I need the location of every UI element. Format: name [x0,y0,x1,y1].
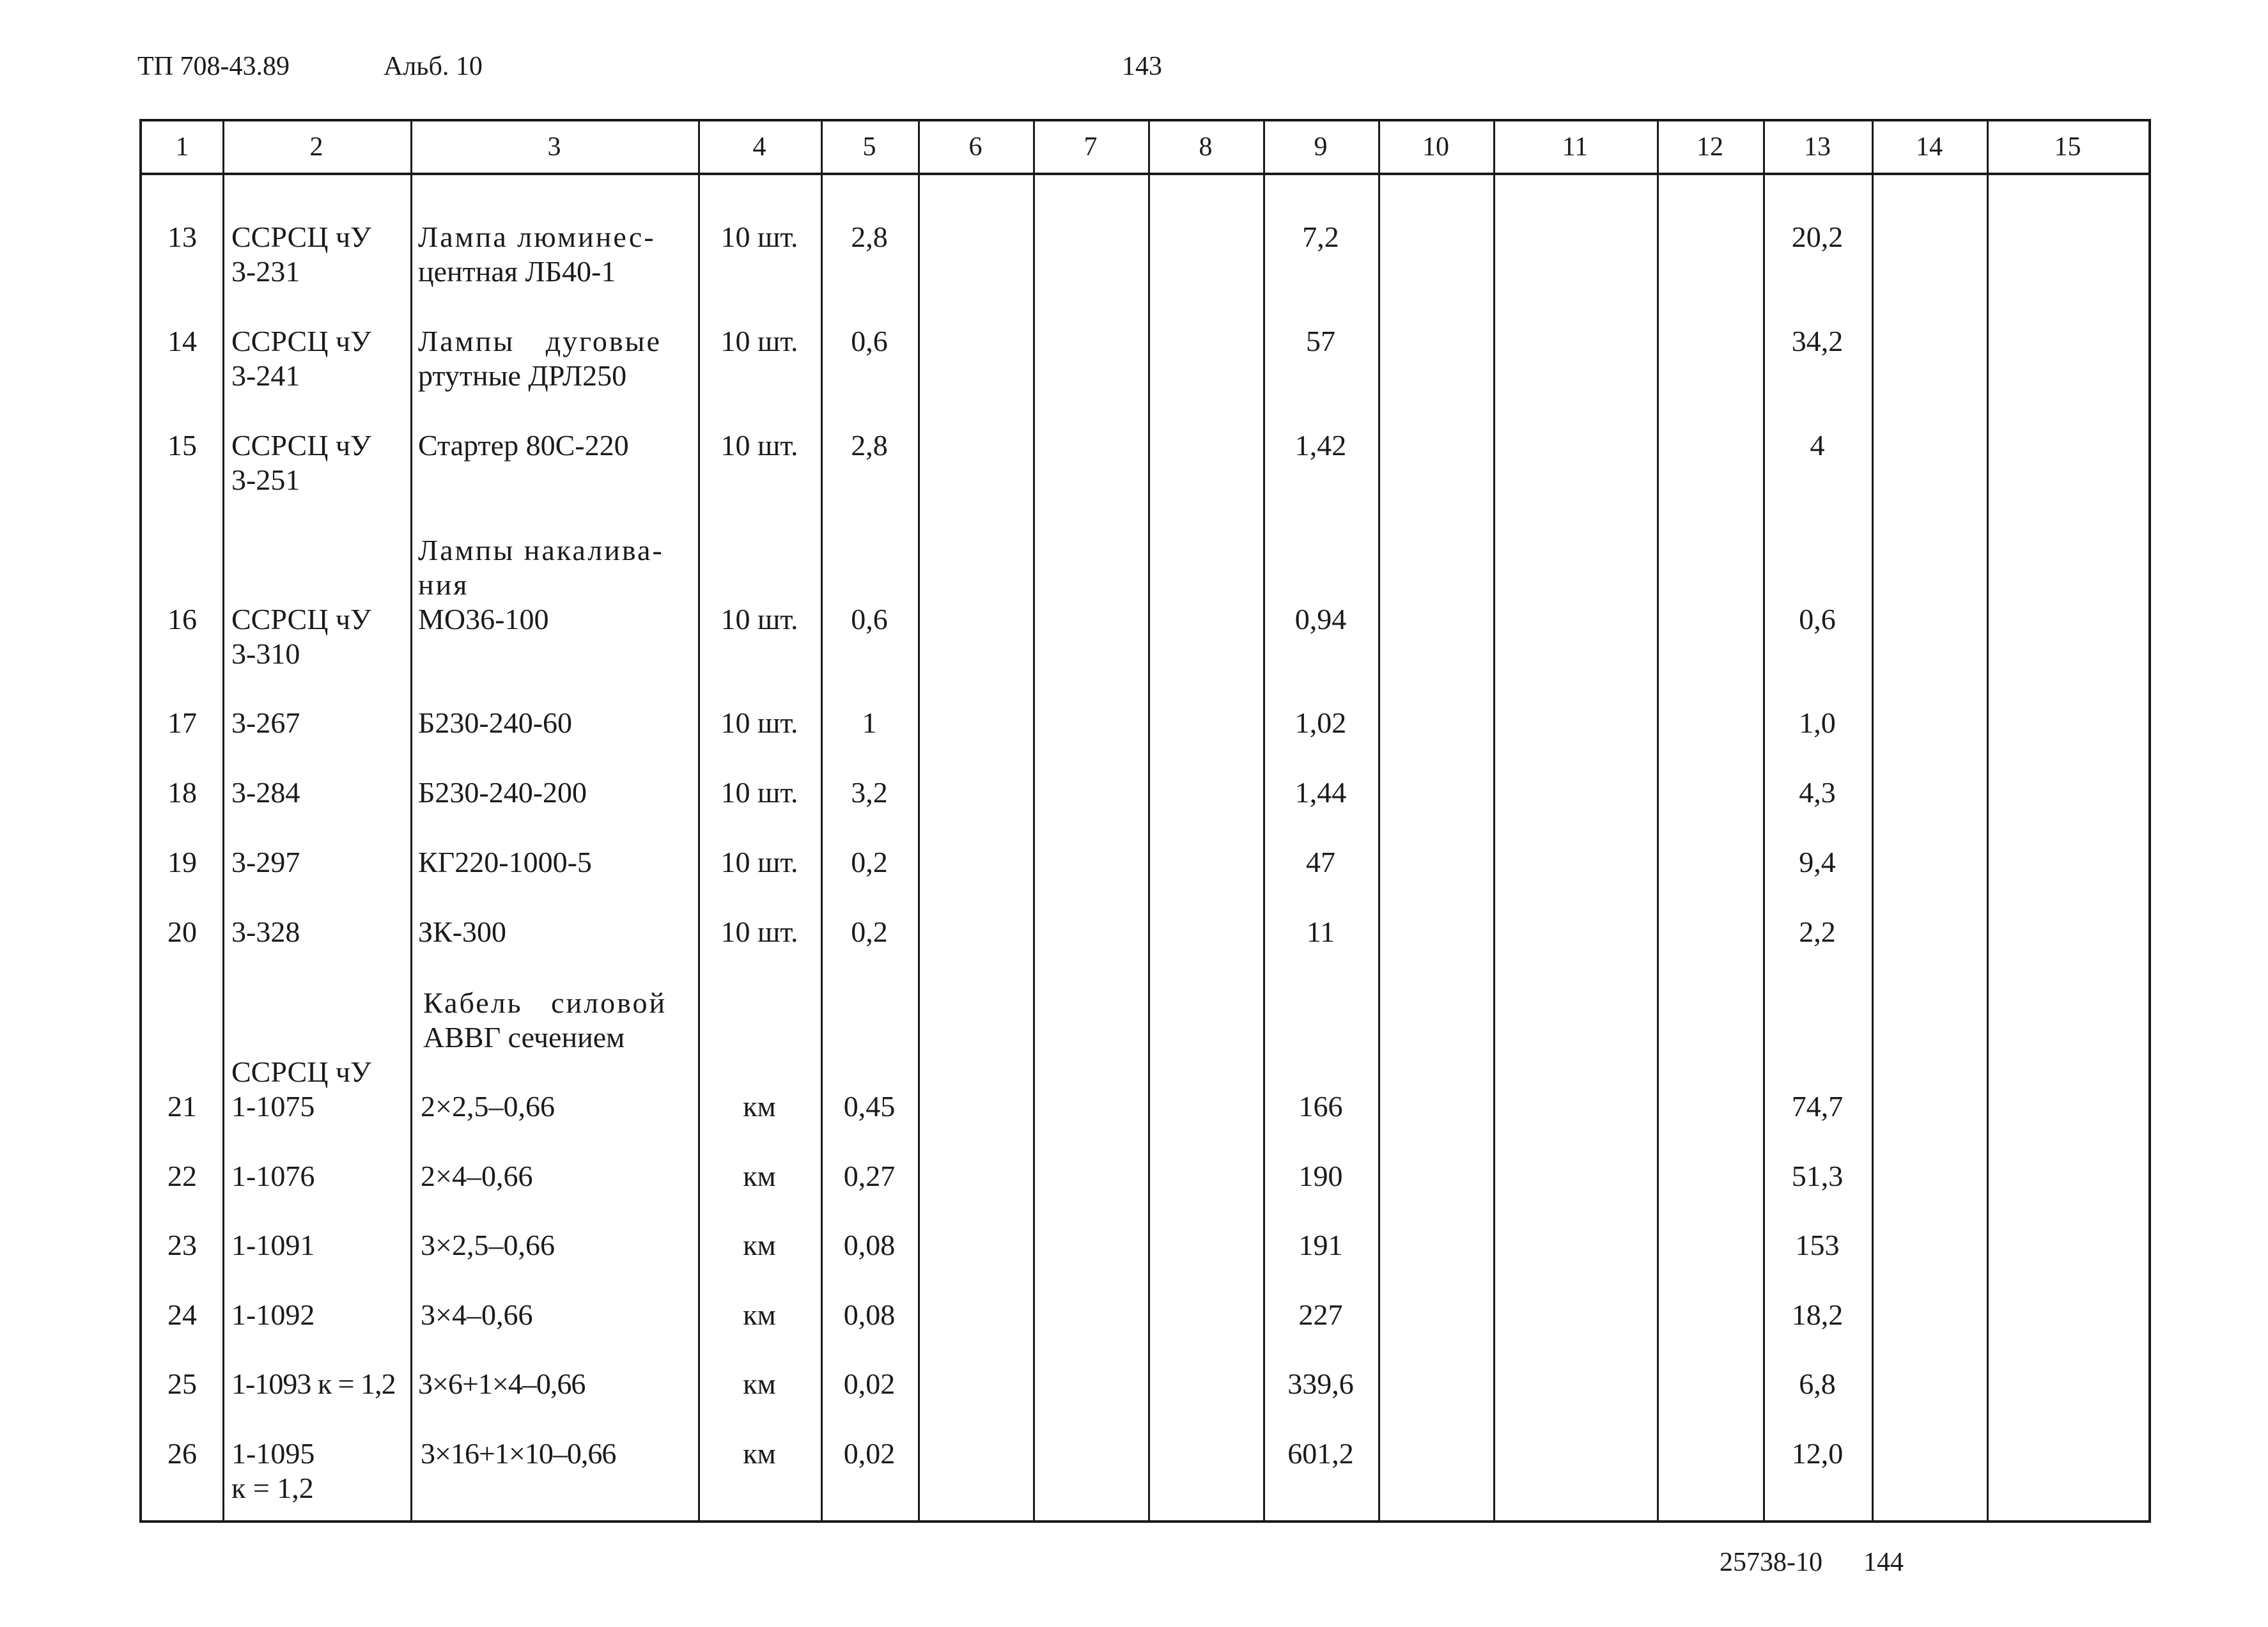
column-header-3: 3 [547,132,561,162]
item-name: 2×4–0,66 [421,1160,533,1192]
quantity: 0,6 [851,603,888,635]
table-column-header-row [142,121,2148,175]
item-name: КГ220-1000-5 [418,846,592,878]
column-13-value: 51,3 [1791,1160,1844,1192]
column-9-value: 1,44 [1294,776,1347,809]
column-header-1: 1 [175,132,189,162]
item-name: 3×2,5–0,66 [421,1229,555,1261]
row-number: 25 [167,1367,197,1400]
row-number: 19 [167,846,197,878]
quantity: 0,45 [843,1090,896,1123]
resource-code: 1-1091 [231,1229,315,1261]
column-13-value: 0,6 [1799,603,1836,635]
unit: 10 шт. [720,915,798,948]
estimate-table [139,119,2151,1523]
column-9-value: 11 [1306,915,1335,948]
row-number: 23 [167,1229,197,1261]
resource-code: 3-267 [231,706,300,739]
item-name: Б230-240-60 [418,706,573,739]
column-header-5: 5 [862,132,876,162]
resource-code: ССРСЦ чУ [231,221,371,253]
column-header-13: 13 [1804,132,1831,162]
column-13-value: 74,7 [1791,1090,1844,1123]
resource-code: 1-1075 [231,1090,315,1123]
group-title: Кабель силовой [423,986,667,1019]
group-title: ния [418,568,469,601]
column-9-value: 57 [1306,325,1335,357]
quantity: 0,02 [843,1367,896,1400]
row-number: 14 [167,325,197,357]
item-name: 3×6+1×4–0,66 [418,1367,586,1400]
item-name: Стартер 80С-220 [418,429,629,462]
row-number: 22 [167,1160,197,1192]
column-13-value: 20,2 [1791,221,1844,253]
item-name: 2×2,5–0,66 [421,1090,555,1123]
item-name: МО36-100 [418,603,549,635]
resource-code: ССРСЦ чУ [231,325,371,357]
column-header-15: 15 [2054,132,2081,162]
column-9-value: 7,2 [1302,221,1339,253]
quantity: 3,2 [851,776,888,809]
resource-code: 3-310 [231,637,300,670]
row-number: 13 [167,221,197,253]
resource-code: ССРСЦ чУ [231,429,371,462]
column-13-value: 4 [1810,429,1825,462]
item-name: Лампа люминес- [418,221,656,253]
item-name: Б230-240-200 [418,776,587,809]
column-13-value: 153 [1795,1229,1840,1261]
quantity: 0,6 [851,325,888,357]
quantity: 0,2 [851,846,888,878]
column-9-value: 601,2 [1287,1437,1354,1470]
column-9-value: 339,6 [1287,1367,1354,1400]
column-13-value: 18,2 [1791,1298,1844,1331]
unit: км [743,1437,776,1470]
unit: км [743,1298,776,1331]
resource-code: к = 1,2 [231,1472,314,1504]
column-9-value: 1,42 [1294,429,1347,462]
document-code: ТП 708-43.89 [137,52,290,81]
row-number: 26 [167,1437,197,1470]
unit: 10 шт. [720,603,798,635]
unit: 10 шт. [720,221,798,253]
group-title: Лампы накалива- [418,534,664,566]
resource-code: ССРСЦ чУ [231,603,371,635]
quantity: 0,27 [843,1160,896,1192]
item-name: 3×4–0,66 [421,1298,533,1331]
column-header-11: 11 [1562,132,1588,162]
row-number: 17 [167,706,197,739]
unit: 10 шт. [720,325,798,357]
resource-code: 3-328 [231,915,300,948]
page-number: 143 [1122,52,1162,81]
column-9-value: 47 [1306,846,1335,878]
resource-code: 1-1095 [231,1437,315,1470]
column-13-value: 12,0 [1791,1437,1844,1470]
column-13-value: 2,2 [1799,915,1836,948]
resource-code: 3-231 [231,255,300,288]
unit: км [743,1367,776,1400]
column-9-value: 190 [1298,1160,1343,1192]
column-9-value: 166 [1298,1090,1343,1123]
resource-code: 1-1076 [231,1160,315,1192]
column-9-value: 227 [1298,1298,1343,1331]
column-header-2: 2 [309,132,323,162]
column-header-10: 10 [1422,132,1449,162]
quantity: 0,2 [851,915,888,948]
column-header-6: 6 [968,132,983,162]
table-body [142,175,2148,1520]
column-9-value: 191 [1298,1229,1343,1261]
footer-page-number: 144 [1863,1548,1904,1577]
resource-code: 3-241 [231,359,300,392]
item-name: ртутные ДРЛ250 [418,359,627,392]
item-name: центная ЛБ40-1 [418,255,616,288]
column-header-12: 12 [1697,132,1723,162]
row-number: 20 [167,915,197,948]
item-name: ЗК-300 [418,915,507,948]
row-number: 15 [167,429,197,462]
resource-code: 3-297 [231,846,300,878]
unit: 10 шт. [720,776,798,809]
column-13-value: 6,8 [1799,1367,1836,1400]
row-number: 18 [167,776,197,809]
column-9-value: 0,94 [1294,603,1347,635]
unit: 10 шт. [720,846,798,878]
group-title: АВВГ сечением [423,1021,625,1054]
quantity: 2,8 [851,429,888,462]
row-number: 21 [167,1090,197,1123]
resource-code: 1-1093 к = 1,2 [231,1367,396,1400]
unit: км [743,1160,776,1192]
column-header-4: 4 [752,132,766,162]
quantity: 0,08 [843,1298,896,1331]
unit: км [743,1229,776,1261]
album-number: Альб. 10 [384,52,483,81]
quantity: 2,8 [851,221,888,253]
resource-code: 3-284 [231,776,300,809]
quantity: 0,08 [843,1229,896,1261]
row-number: 24 [167,1298,197,1331]
resource-code-prefix: ССРСЦ чУ [231,1055,371,1088]
row-number: 16 [167,603,197,635]
unit: 10 шт. [720,429,798,462]
quantity: 0,02 [843,1437,896,1470]
column-9-value: 1,02 [1294,706,1347,739]
column-header-9: 9 [1314,132,1328,162]
column-header-14: 14 [1916,132,1943,162]
column-13-value: 1,0 [1799,706,1836,739]
resource-code: 3-251 [231,463,300,496]
item-name: Лампы дуговые [418,325,662,357]
quantity: 1 [862,706,877,739]
column-13-value: 9,4 [1799,846,1836,878]
unit: км [743,1090,776,1123]
resource-code: 1-1092 [231,1298,315,1331]
column-13-value: 34,2 [1791,325,1844,357]
column-header-8: 8 [1199,132,1213,162]
unit: 10 шт. [720,706,798,739]
footer-code: 25738-10 [1720,1548,1822,1577]
column-13-value: 4,3 [1799,776,1836,809]
column-header-7: 7 [1084,132,1098,162]
item-name: 3×16+1×10–0,66 [421,1437,616,1470]
